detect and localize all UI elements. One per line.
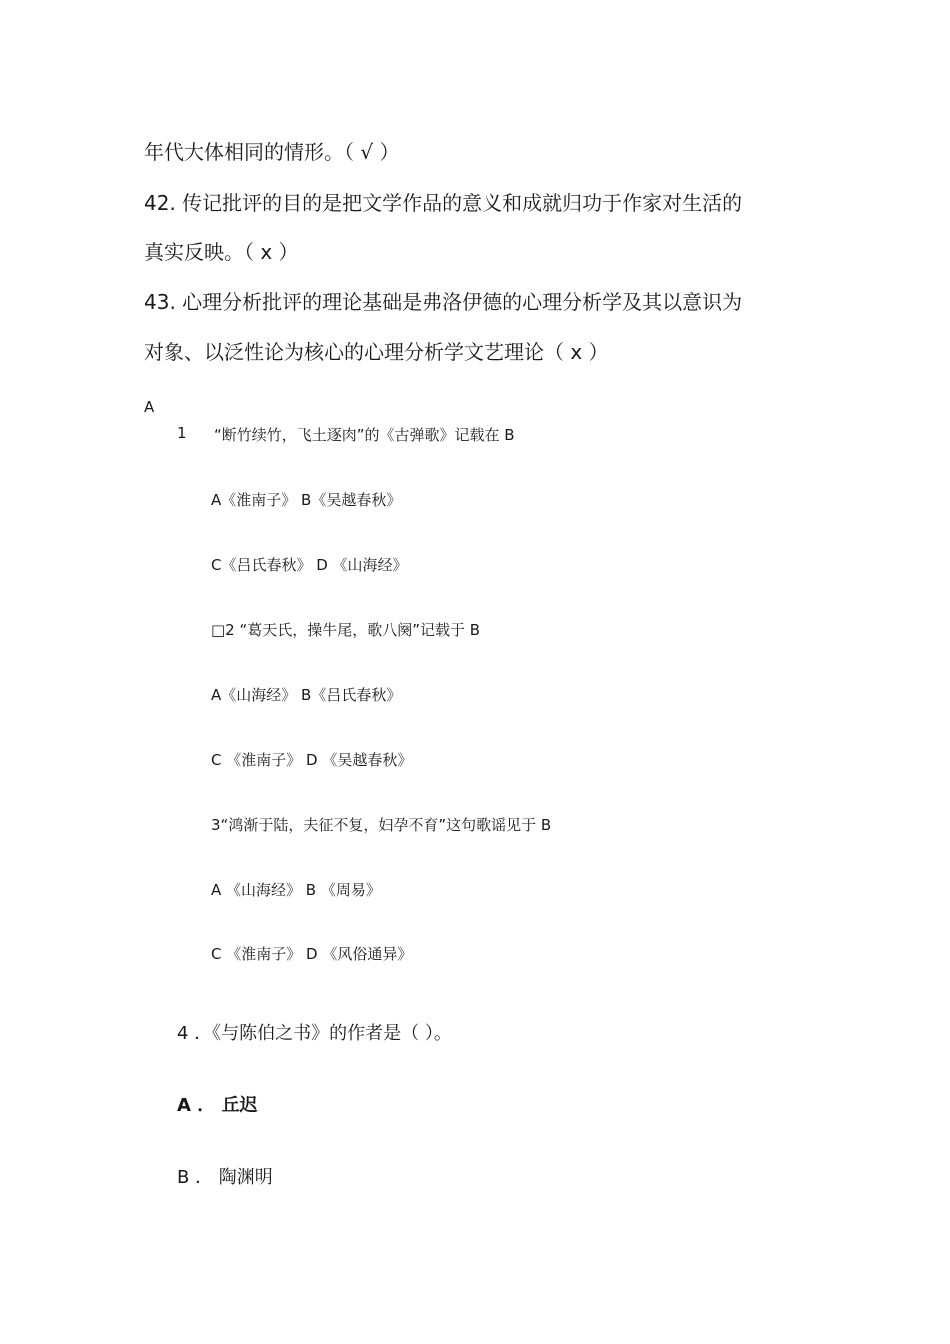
q2-stem: □2 “葛天氏，操牛尾，歌八阕”记载于 B bbox=[211, 621, 481, 639]
q2-options-ab: A《山海经》 B《吕氏春秋》 bbox=[211, 686, 402, 704]
q4-option-b: B ． 陶渊明 bbox=[177, 1167, 273, 1188]
q4-option-a: A ． 丘迟 bbox=[177, 1095, 258, 1116]
q3-options-cd: C 《淮南子》 D 《风俗通异》 bbox=[211, 945, 413, 963]
question-42-line-1: 42. 传记批评的目的是把文学作品的意义和成就归功于作家对生活的 bbox=[144, 191, 743, 215]
q3-stem: 3“鸿渐于陆，夫征不复，妇孕不育”这句歌谣见于 B bbox=[211, 816, 552, 834]
section-label: A bbox=[144, 398, 155, 416]
judgement-line-41-tail: 年代大体相同的情形。（ √ ） bbox=[144, 140, 400, 164]
q4-stem: 4 ．《与陈伯之书》的作者是（ ）。 bbox=[177, 1023, 452, 1044]
q1-number: 1 bbox=[177, 424, 187, 442]
q3-options-ab: A 《山海经》 B 《周易》 bbox=[211, 881, 381, 899]
q2-options-cd: C 《淮南子》 D 《吴越春秋》 bbox=[211, 751, 413, 769]
question-43-line-2: 对象、以泛性论为核心的心理分析学文艺理论（ x ） bbox=[144, 340, 609, 364]
q1-options-cd: C《吕氏春秋》 D 《山海经》 bbox=[211, 556, 408, 574]
q1-options-ab: A《淮南子》 B《吴越春秋》 bbox=[211, 491, 402, 509]
question-42-line-2: 真实反映。（ x ） bbox=[144, 240, 299, 264]
question-43-line-1: 43. 心理分析批评的理论基础是弗洛伊德的心理分析学及其以意识为 bbox=[144, 290, 743, 314]
q1-stem: “断竹续竹，飞土逐肉”的《古弹歌》记载在 B bbox=[214, 426, 515, 444]
